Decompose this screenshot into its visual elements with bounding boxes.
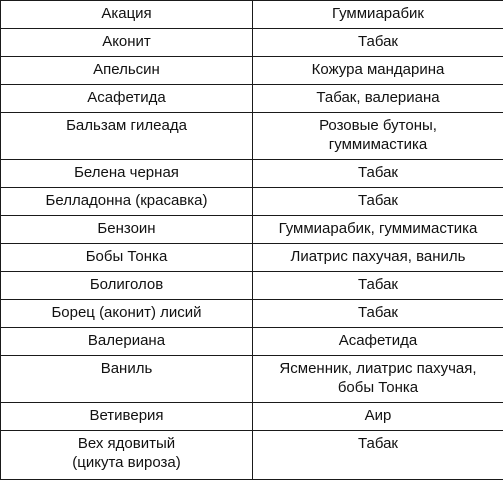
table-row bbox=[1, 431, 503, 480]
table-body bbox=[1, 1, 503, 480]
plant-cell: Борец (аконит) лисий bbox=[1, 300, 253, 328]
table-row bbox=[1, 356, 503, 403]
substitute-cell: Кожура мандарина bbox=[253, 57, 503, 85]
table-row bbox=[1, 403, 503, 431]
table-row bbox=[1, 328, 503, 356]
substitute-cell: Асафетида bbox=[253, 328, 503, 356]
plant-cell: Аконит bbox=[1, 29, 253, 57]
plant-cell: Акация bbox=[1, 1, 253, 29]
table-row bbox=[1, 1, 503, 29]
table-row bbox=[1, 29, 503, 57]
table-row bbox=[1, 300, 503, 328]
table-row bbox=[1, 113, 503, 160]
plant-cell: Ваниль bbox=[1, 356, 253, 403]
table-row bbox=[1, 244, 503, 272]
substitute-cell: Табак, валериана bbox=[253, 85, 503, 113]
substitute-cell: Гуммиарабик, гуммимастика bbox=[253, 216, 503, 244]
substitute-cell: Лиатрис пахучая, ваниль bbox=[253, 244, 503, 272]
substitute-cell: Ясменник, лиатрис пахучая, бобы Тонка bbox=[253, 356, 503, 403]
substitute-cell: Розовые бутоны, гуммимастика bbox=[253, 113, 503, 160]
substitute-cell: Табак bbox=[253, 431, 503, 480]
plant-cell: Ветиверия bbox=[1, 403, 253, 431]
plant-cell: Болиголов bbox=[1, 272, 253, 300]
plant-cell: Бальзам гилеада bbox=[1, 113, 253, 160]
table-row bbox=[1, 160, 503, 188]
table-row bbox=[1, 85, 503, 113]
substitute-cell: Аир bbox=[253, 403, 503, 431]
table-row bbox=[1, 216, 503, 244]
substitute-cell: Табак bbox=[253, 188, 503, 216]
plant-cell: Валериана bbox=[1, 328, 253, 356]
table-row bbox=[1, 272, 503, 300]
plant-cell: Бобы Тонка bbox=[1, 244, 253, 272]
plant-cell: Асафетида bbox=[1, 85, 253, 113]
plant-cell: Бензоин bbox=[1, 216, 253, 244]
table-row bbox=[1, 188, 503, 216]
substitute-cell: Табак bbox=[253, 272, 503, 300]
plant-cell: Белена черная bbox=[1, 160, 253, 188]
plant-cell: Белладонна (красавка) bbox=[1, 188, 253, 216]
plant-cell: Вех ядовитый (цикута вироза) bbox=[1, 431, 253, 480]
substitute-cell: Табак bbox=[253, 160, 503, 188]
plant-cell: Апельсин bbox=[1, 57, 253, 85]
table-row bbox=[1, 57, 503, 85]
substitute-cell: Гуммиарабик bbox=[253, 1, 503, 29]
substitute-cell: Табак bbox=[253, 29, 503, 57]
substitute-cell: Табак bbox=[253, 300, 503, 328]
